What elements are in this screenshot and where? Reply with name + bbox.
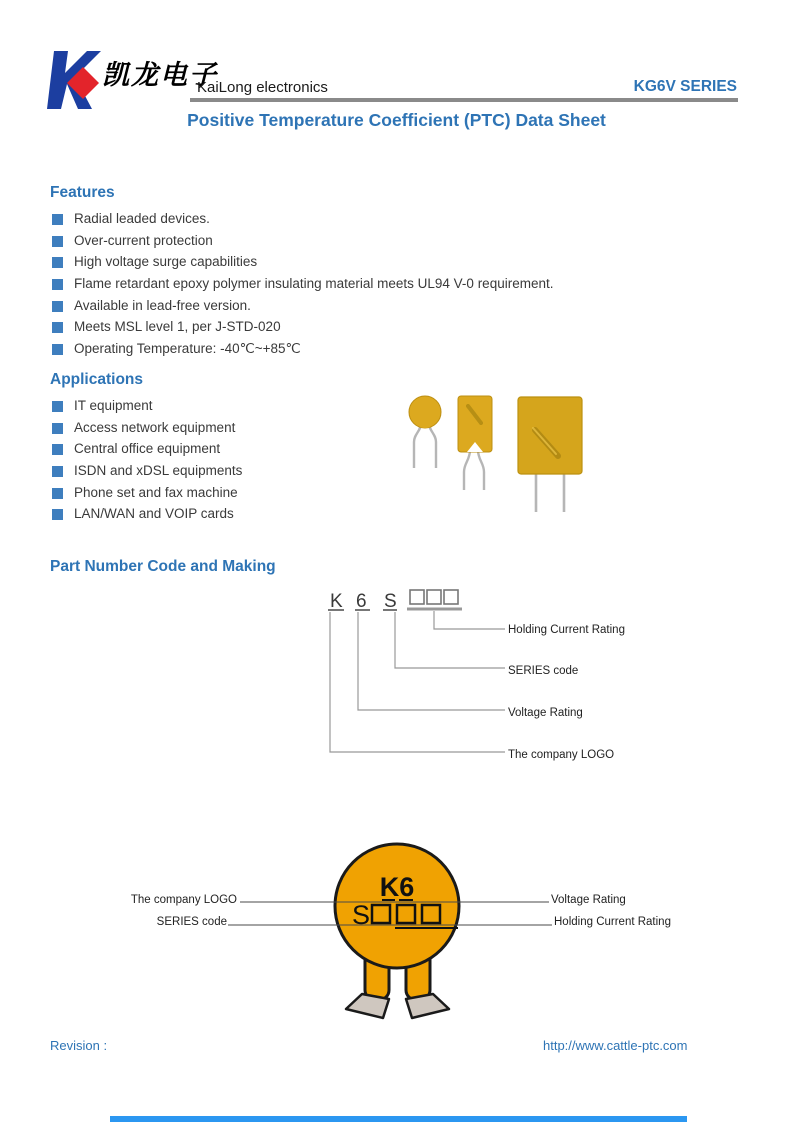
bullet-square-icon xyxy=(52,322,63,333)
marking-label-voltage: Voltage Rating xyxy=(551,894,626,906)
bullet-square-icon xyxy=(52,509,63,520)
feature-text: Radial leaded devices. xyxy=(74,211,210,226)
feature-text: High voltage surge capabilities xyxy=(74,254,258,270)
feature-text: Over-current protection xyxy=(74,232,213,248)
application-text: Central office equipment xyxy=(74,441,221,457)
feature-text: Flame retardant epoxy polymer insulating material meets UL94 V-0 requirement. xyxy=(74,276,554,292)
digit-box-icon xyxy=(410,590,424,604)
feature-text: Available in lead-free version. xyxy=(74,297,251,313)
bullet-square-icon xyxy=(52,401,63,412)
application-text: Access network equipment xyxy=(74,419,236,435)
application-text: ISDN and xDSL equipments xyxy=(74,463,243,479)
application-text: IT equipment xyxy=(74,398,153,413)
ptc-devices-photo xyxy=(400,390,595,525)
feature-item xyxy=(50,234,650,248)
marking-logo-text: K6 xyxy=(379,872,415,902)
revision-label: Revision : xyxy=(50,1038,108,1053)
bullet-square-icon xyxy=(52,423,63,434)
bullet-square-icon xyxy=(52,466,63,477)
marking-label-logo: The company LOGO xyxy=(130,894,237,906)
part-number-heading: Part Number Code and Making xyxy=(50,558,276,575)
callout-holding-current: Holding Current Rating xyxy=(508,624,625,636)
code-char-k: K xyxy=(330,591,343,612)
code-char-s: S xyxy=(384,591,397,612)
company-name-english: KaiLong electronics xyxy=(197,79,328,96)
features-heading: Features xyxy=(50,184,115,201)
bullet-square-icon xyxy=(52,279,63,290)
bottom-accent-bar xyxy=(110,1116,687,1122)
bullet-square-icon xyxy=(52,344,63,355)
callout-company-logo: The company LOGO xyxy=(508,749,615,761)
page-title: Positive Temperature Coefficient (PTC) Data Sheet xyxy=(187,110,606,130)
bullet-square-icon xyxy=(52,488,63,499)
callout-series-code: SERIES code xyxy=(508,665,579,677)
device-foot-right xyxy=(406,994,449,1018)
header-rule xyxy=(190,98,738,102)
company-name-chinese: 凯龙电子 xyxy=(102,60,218,91)
website-link[interactable]: http://www.cattle-ptc.com xyxy=(543,1038,688,1053)
feature-item xyxy=(50,320,650,334)
feature-text: Operating Temperature: -40℃~+85℃ xyxy=(74,341,301,357)
bullet-square-icon xyxy=(52,214,63,225)
application-item xyxy=(50,464,370,478)
feature-item xyxy=(50,299,650,313)
feature-item xyxy=(50,342,650,356)
marking-series-text: S xyxy=(352,900,371,930)
feature-item xyxy=(50,255,650,269)
feature-text: Meets MSL level 1, per J-STD-020 xyxy=(74,319,281,335)
series-label: KG6V SERIES xyxy=(633,78,737,95)
device-foot-left xyxy=(346,994,389,1018)
callout-voltage-rating: Voltage Rating xyxy=(508,707,583,719)
application-item xyxy=(50,442,370,456)
part-number-diagram xyxy=(300,583,720,775)
digit-box-icon xyxy=(427,590,441,604)
device-marking-diagram xyxy=(100,828,700,1028)
feature-item xyxy=(50,212,650,226)
applications-section xyxy=(50,371,370,529)
product-photos xyxy=(400,390,595,525)
application-item xyxy=(50,399,370,413)
marking-label-series: SERIES code xyxy=(156,916,227,928)
application-text: LAN/WAN and VOIP cards xyxy=(74,506,234,522)
digit-box-icon xyxy=(444,590,458,604)
bullet-square-icon xyxy=(52,257,63,268)
company-logo-icon xyxy=(44,50,102,110)
feature-item xyxy=(50,277,650,291)
bullet-square-icon xyxy=(52,236,63,247)
application-item xyxy=(50,486,370,500)
application-text: Phone set and fax machine xyxy=(74,484,238,500)
bullet-square-icon xyxy=(52,301,63,312)
code-char-6: 6 xyxy=(356,591,367,612)
application-item xyxy=(50,421,370,435)
bullet-square-icon xyxy=(52,444,63,455)
marking-label-holding: Holding Current Rating xyxy=(554,916,671,928)
application-item xyxy=(50,507,370,521)
features-section xyxy=(50,184,650,364)
applications-heading: Applications xyxy=(50,371,144,388)
